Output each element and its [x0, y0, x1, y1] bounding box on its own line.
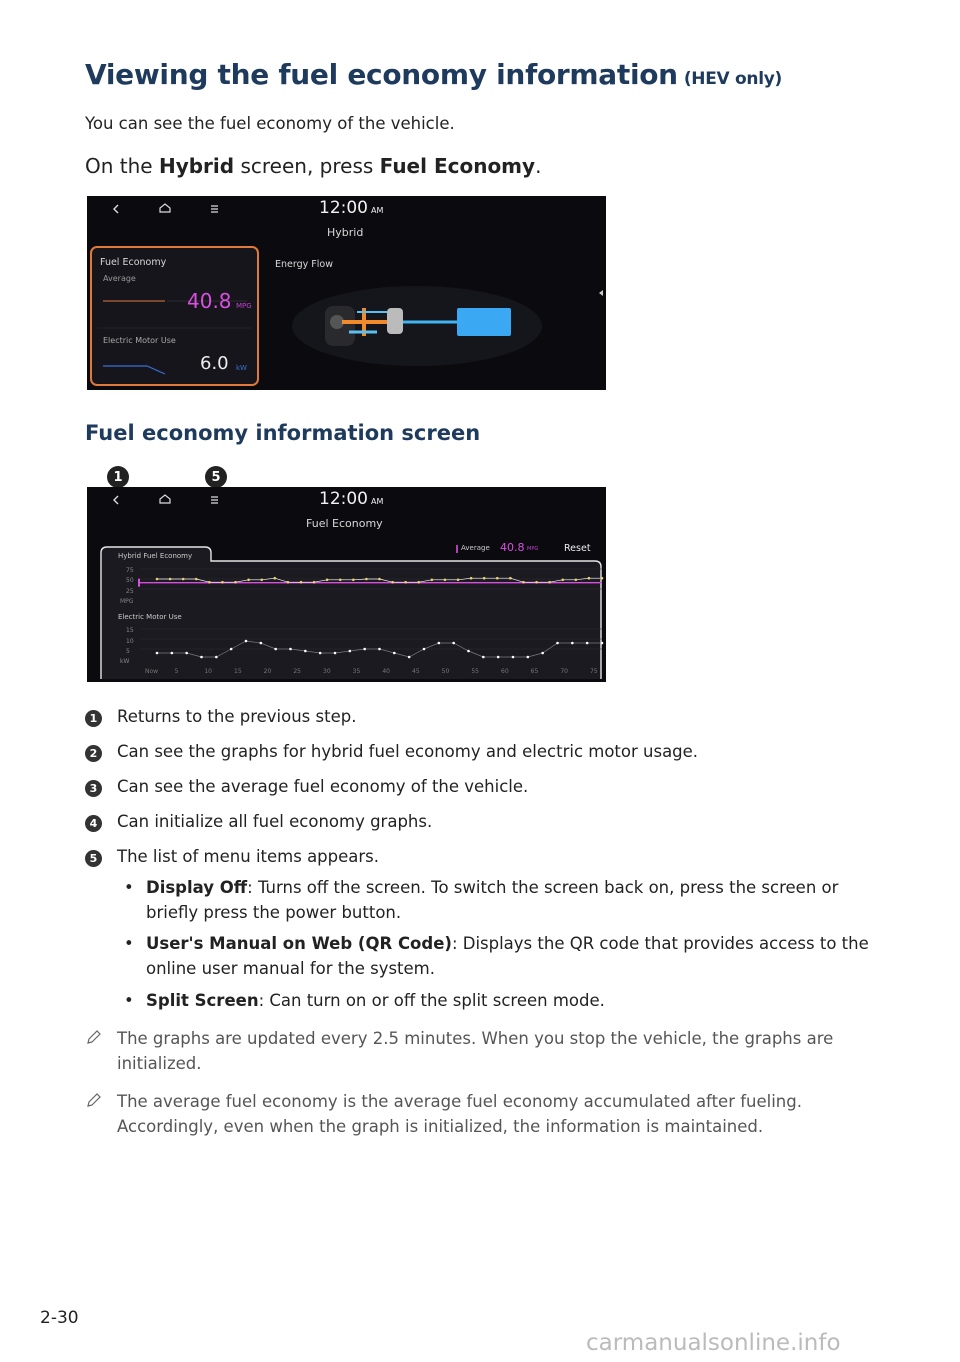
average-label: Average: [103, 274, 136, 283]
x-tick-label: 45: [412, 668, 420, 675]
clock: [319, 489, 383, 509]
bullet-item: [124, 875, 884, 925]
data-point: [601, 577, 604, 580]
data-point: [404, 581, 407, 584]
x-tick-label: 5: [174, 668, 179, 675]
instruction-pre: On the: [85, 154, 159, 178]
x-tick-label: 75: [590, 668, 598, 675]
x-tick-label: 20: [263, 668, 272, 675]
instruction-bold-hybrid: Hybrid: [158, 154, 235, 178]
list-item: [85, 847, 379, 867]
x-tick-label: 30: [323, 668, 331, 675]
data-point: [393, 652, 396, 655]
data-point: [156, 652, 159, 655]
data-point: [556, 642, 559, 645]
clock-ampm: AM: [371, 497, 384, 506]
data-point: [408, 656, 411, 659]
data-point: [260, 642, 263, 645]
note-text: The graphs are updated every 2.5 minutes. When you stop the vehicle, the graphs are initialized.: [117, 1029, 834, 1073]
data-point: [467, 650, 470, 653]
y-tick-label: 75: [126, 567, 134, 574]
collapse-arrow-icon[interactable]: [599, 290, 603, 296]
data-point: [352, 579, 355, 582]
data-point: [497, 656, 500, 659]
data-point: [289, 648, 292, 651]
home-icon[interactable]: [160, 495, 170, 503]
x-tick-label: 50: [441, 668, 450, 675]
data-point: [496, 577, 499, 580]
data-point: [339, 579, 342, 582]
tab-hybrid-fuel-economy[interactable]: Hybrid Fuel Economy: [118, 552, 193, 560]
item-text: Can see the average fuel economy of the vehicle.: [117, 777, 529, 796]
data-point: [221, 581, 224, 584]
data-point: [444, 579, 447, 582]
item-number: 5: [85, 850, 102, 867]
bullet-item: [124, 988, 884, 1013]
home-icon[interactable]: [160, 204, 170, 212]
y-tick-label: 15: [126, 627, 134, 634]
data-point: [234, 581, 237, 584]
data-point: [208, 581, 211, 584]
electric-motor-use-label: Electric Motor Use: [118, 613, 182, 621]
item-text: Can see the graphs for hybrid fuel economy and electric motor usage.: [117, 742, 699, 761]
data-point: [260, 579, 263, 582]
back-icon[interactable]: [114, 496, 118, 504]
x-tick-label: 35: [352, 668, 361, 675]
data-point: [438, 642, 441, 645]
data-point: [483, 577, 486, 580]
data-point: [457, 579, 460, 582]
note-text: The average fuel economy is the average fuel economy accumulated after fueling. Accordingly, even when the graph is initialized, the information is maintained.: [117, 1092, 802, 1136]
data-point: [326, 579, 329, 582]
title-text: Viewing the fuel economy information: [85, 58, 678, 91]
menu-icon[interactable]: [211, 206, 218, 212]
data-point: [575, 579, 578, 582]
y-tick-label: 5: [126, 648, 130, 655]
data-point: [185, 652, 188, 655]
motor-use-value: 6.0: [200, 353, 229, 374]
motor-use-unit: kW: [236, 364, 247, 372]
watermark: carmanualsonline.info: [586, 1330, 841, 1356]
data-point: [431, 579, 434, 582]
bullet-dot: •: [124, 878, 134, 897]
x-tick-label: 55: [471, 668, 479, 675]
pencil-icon: [85, 1091, 103, 1109]
reset-button[interactable]: Reset: [564, 543, 591, 554]
data-point: [304, 650, 307, 653]
data-point: [287, 581, 290, 584]
item-text: Can initialize all fuel economy graphs.: [117, 812, 433, 831]
instruction: [85, 154, 541, 178]
clock-ampm: AM: [371, 206, 384, 215]
y-unit-label: kW: [120, 658, 130, 665]
bullet-desc: : Turns off the screen. To switch the screen back on, press the screen or briefly press the power button.: [146, 878, 839, 922]
menu-icon[interactable]: [211, 497, 218, 503]
bullet-term: Display Off: [146, 878, 248, 897]
data-point: [509, 577, 512, 580]
y-tick-label: 50: [126, 577, 134, 584]
y-tick-label: 25: [126, 588, 134, 595]
data-point: [601, 642, 604, 645]
data-point: [512, 656, 515, 659]
data-point: [378, 578, 381, 581]
x-tick-label: 25: [293, 668, 301, 675]
bullet-dot: •: [124, 991, 134, 1010]
x-tick-label: 70: [560, 668, 568, 675]
data-point: [182, 578, 185, 581]
data-point: [313, 581, 316, 584]
page-number: 2-30: [40, 1308, 79, 1328]
callout-1: 1: [107, 466, 129, 488]
screen-title: Hybrid: [327, 226, 364, 239]
title-suffix: (HEV only): [683, 69, 782, 89]
data-point: [247, 579, 250, 582]
section-subheading: Fuel economy information screen: [85, 421, 481, 445]
clock-time: 12:00: [319, 489, 368, 509]
intro-text: You can see the fuel economy of the vehicle.: [85, 114, 455, 133]
data-point: [273, 577, 276, 580]
item-text: The list of menu items appears.: [117, 847, 380, 866]
data-point: [527, 656, 530, 659]
clock: [319, 198, 383, 218]
data-point: [588, 577, 591, 580]
bullet-term: User's Manual on Web (QR Code): [146, 934, 452, 953]
data-point: [535, 581, 538, 584]
data-point: [378, 648, 381, 651]
data-point: [319, 652, 322, 655]
motor-use-label: Electric Motor Use: [103, 336, 176, 345]
item-number: 3: [85, 780, 102, 797]
list-item: [85, 777, 528, 797]
data-point: [423, 648, 426, 651]
data-point: [365, 578, 368, 581]
energy-flow-label: Energy Flow: [275, 259, 333, 270]
average-unit: MPG: [527, 546, 539, 552]
bullet-term: Split Screen: [146, 991, 259, 1010]
data-point: [391, 581, 394, 584]
x-tick-label: 60: [501, 668, 509, 675]
data-point: [169, 578, 172, 581]
data-point: [417, 581, 420, 584]
y-tick-label: 10: [126, 638, 134, 645]
average-label: Average: [461, 544, 490, 552]
instruction-mid: screen, press: [234, 154, 380, 178]
item-number: 2: [85, 745, 102, 762]
x-tick-label: 15: [234, 668, 242, 675]
data-point: [200, 656, 203, 659]
x-tick-label: 65: [530, 668, 539, 675]
data-point: [300, 581, 303, 584]
data-point: [334, 652, 337, 655]
bullet-dot: •: [124, 934, 134, 953]
page-title: [85, 58, 782, 91]
data-point: [571, 642, 574, 645]
list-item: [85, 742, 698, 762]
data-point: [363, 648, 366, 651]
x-tick-label: 10: [204, 668, 212, 675]
bullet-item: [124, 931, 884, 981]
item-text: Returns to the previous step.: [117, 707, 357, 726]
note: [85, 1089, 865, 1139]
data-point: [482, 656, 485, 659]
data-point: [156, 578, 159, 581]
instruction-bold-fuel-economy: Fuel Economy: [379, 154, 536, 178]
screen-title: Fuel Economy: [306, 517, 383, 530]
bullet-desc: : Displays the QR code that provides access to the online user manual for the system.: [146, 934, 869, 978]
back-icon[interactable]: [114, 205, 118, 213]
data-point: [245, 640, 248, 643]
pencil-icon: [85, 1028, 103, 1046]
data-point: [470, 577, 473, 580]
data-point: [452, 642, 455, 645]
callout-5: 5: [205, 466, 227, 488]
average-unit: MPG: [236, 302, 252, 310]
x-tick-label: 40: [382, 668, 390, 675]
average-value: 40.8: [187, 289, 232, 313]
data-point: [541, 652, 544, 655]
data-point: [171, 652, 174, 655]
x-tick-label: Now: [145, 668, 159, 675]
data-point: [215, 656, 218, 659]
data-point: [586, 642, 589, 645]
list-item: [85, 707, 356, 727]
data-point: [522, 581, 525, 584]
hybrid-screen: [87, 196, 606, 390]
data-point: [274, 648, 277, 651]
average-value: 40.8: [500, 541, 525, 554]
clock-time: 12:00: [319, 198, 368, 218]
item-number: 4: [85, 815, 102, 832]
note: [85, 1026, 865, 1076]
card-title: Fuel Economy: [100, 257, 167, 268]
fuel-economy-screen: [87, 487, 606, 682]
bullet-desc: : Can turn on or off the split screen mode.: [258, 991, 605, 1010]
data-point: [349, 650, 352, 653]
instruction-post: .: [535, 154, 542, 178]
item-number: 1: [85, 710, 102, 727]
data-point: [195, 578, 198, 581]
data-point: [230, 648, 233, 651]
energy-flow-diagram: [292, 286, 542, 366]
data-point: [561, 579, 564, 582]
y-unit-label: MPG: [120, 598, 134, 605]
list-item: [85, 812, 432, 832]
data-point: [548, 581, 551, 584]
